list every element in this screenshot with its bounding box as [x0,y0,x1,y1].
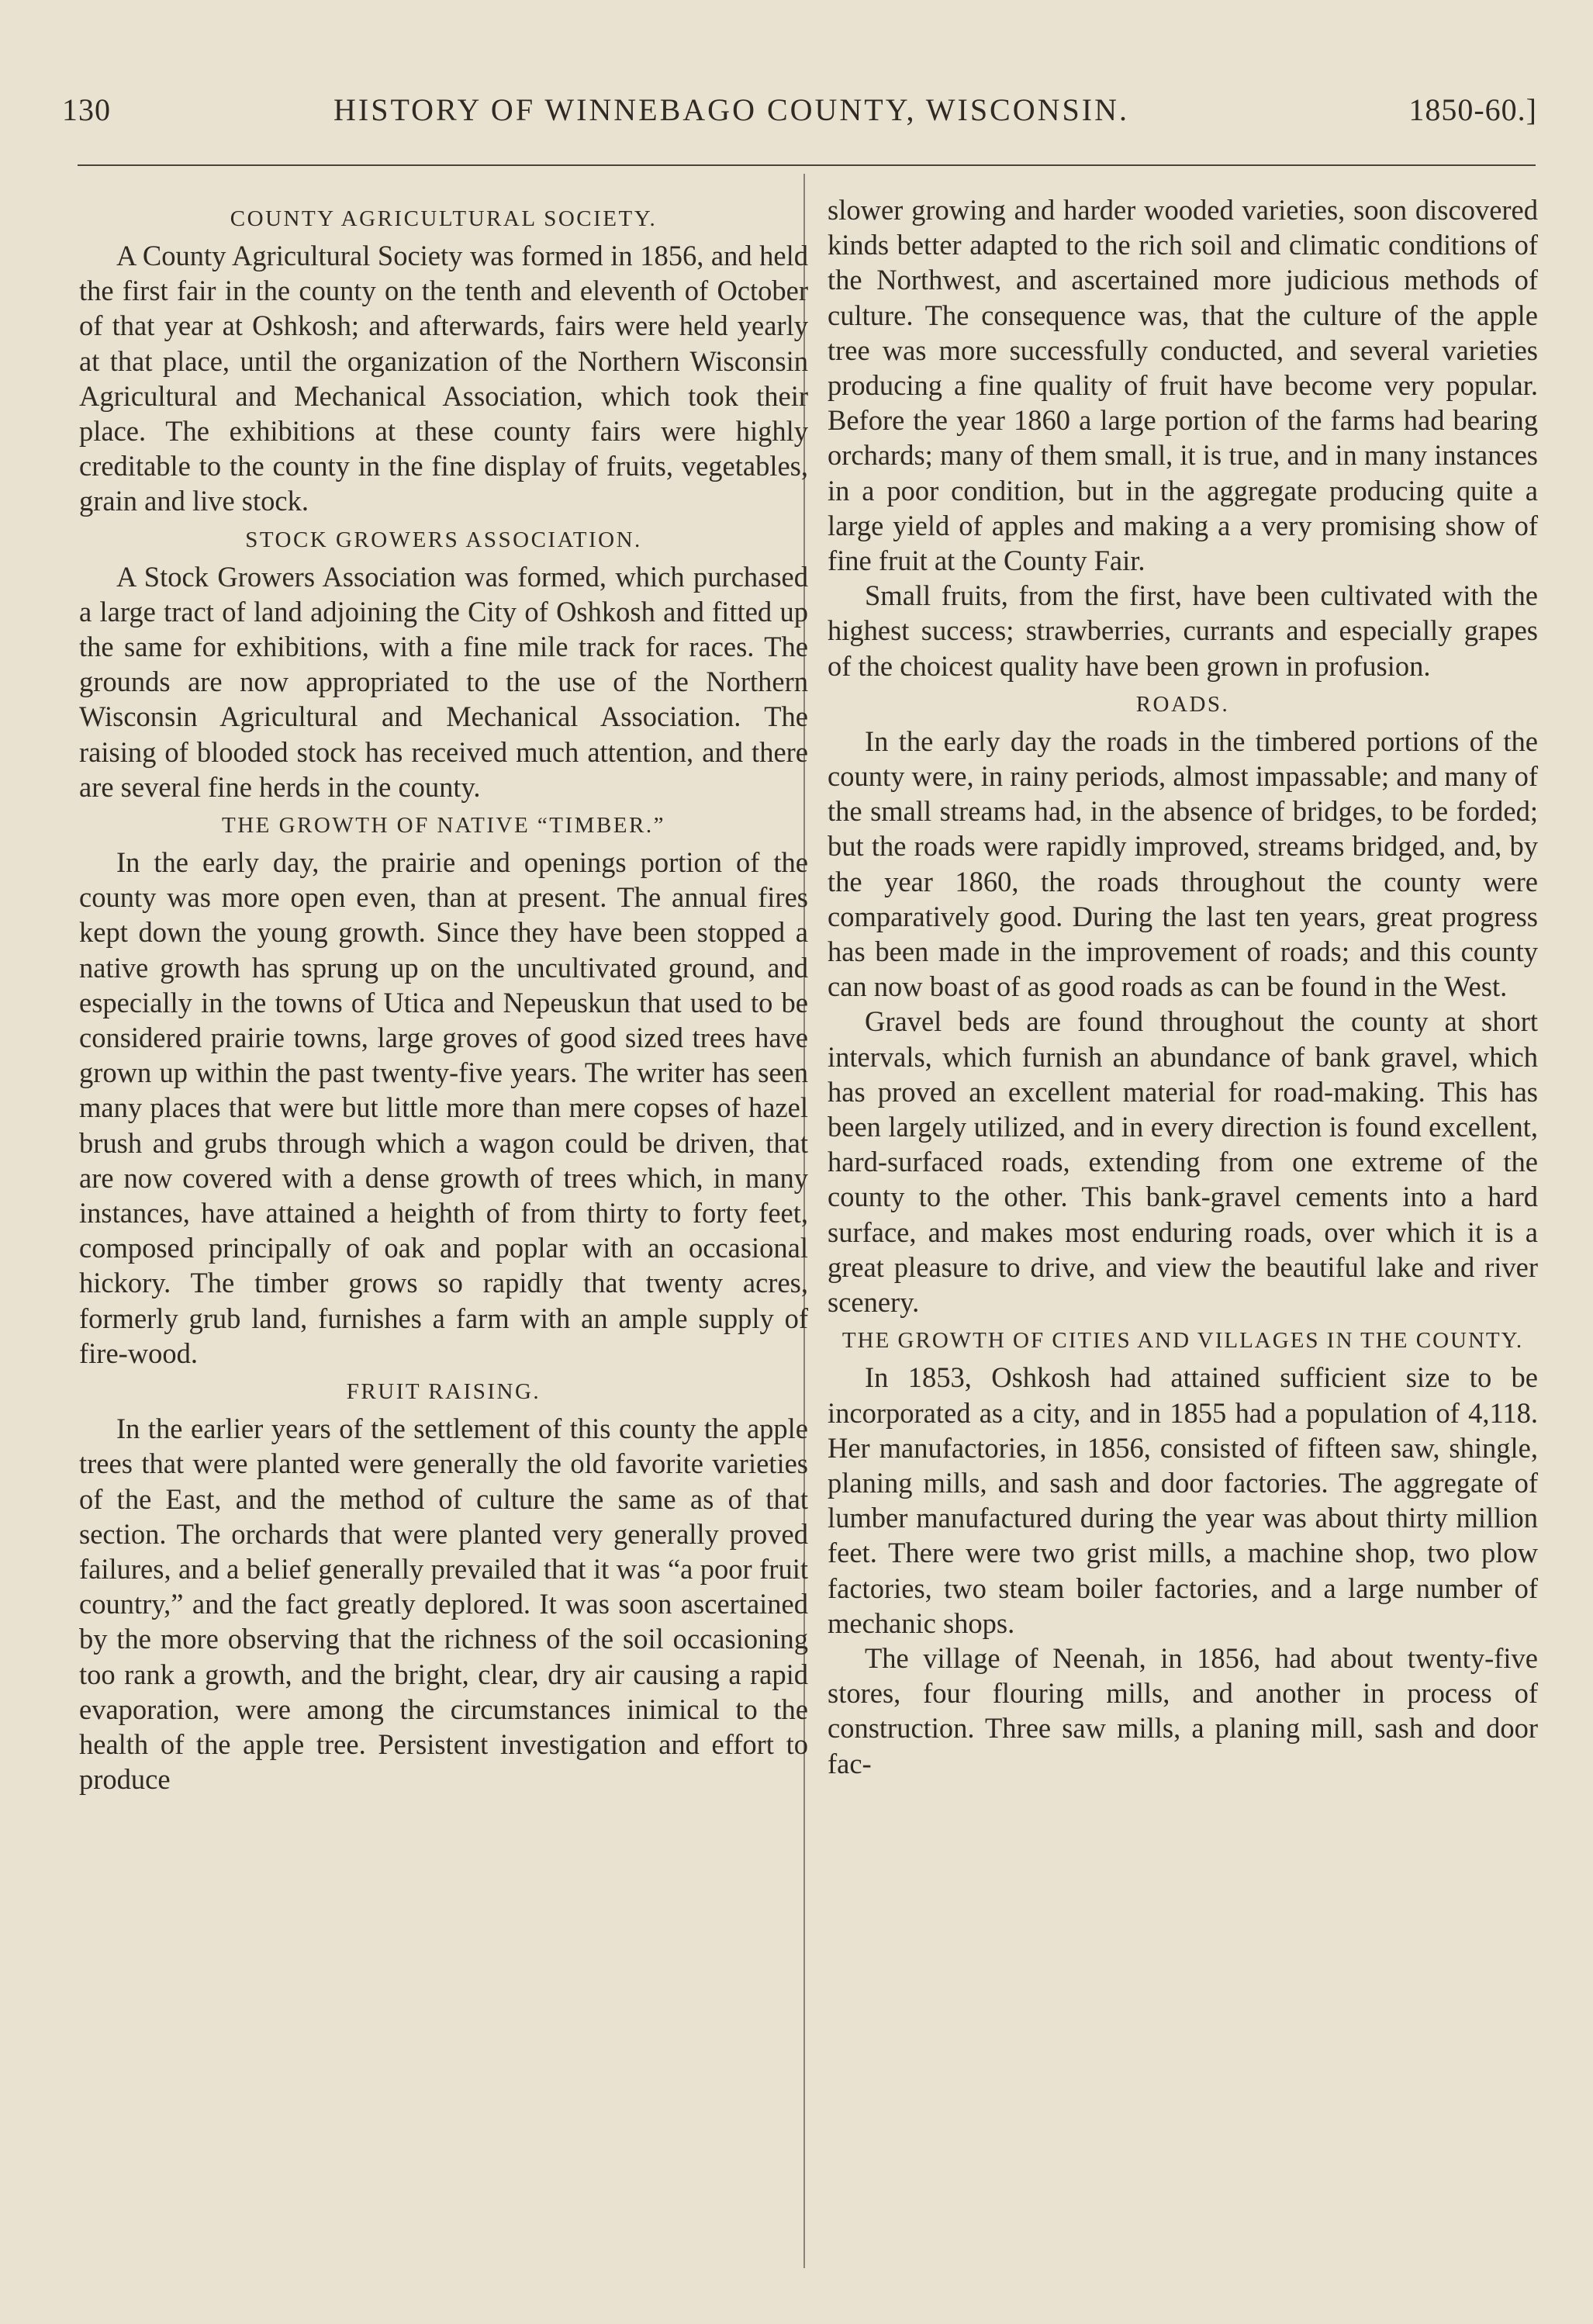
paragraph: The village of Neenah, in 1856, had about twenty-five stores, four flouring mills, and another in process of construction. Three saw mills, a planing mill, sash and door fac- [828,1641,1538,1779]
running-title: HISTORY OF WINNEBAGO COUNTY, WISCONSIN. [333,92,1129,127]
running-head [56,92,1537,138]
left-column [79,198,808,1797]
right-column [828,192,1538,1781]
paragraph: A County Agricultural Society was formed in 1856, and held the first fair in the county on the tenth and eleventh of October of that year at Oshkosh; and afterwards, fairs were held yearly at that place, until the organization of the Northern Wisconsin Agricultural and Mechanical Association, which took their place. The exhibitions at these county fairs were highly creditable to the county in the fine display of fruits, vegetables, grain and live stock. [79,240,808,517]
paragraph: A Stock Growers Association was formed, which purchased a large tract of land adjoining the City of Oshkosh and fitted up the same for exhibitions, with a fine mile track for races. The grounds are now appropriated to the use of the Northern Wisconsin Agricultural and Mechanical Association. The raising of blooded stock has received much attention, and there are several fine herds in the county. [79,560,808,803]
paragraph: In 1853, Oshkosh had attained sufficient size to be incorporated as a city, and in 1855 had a population of 4,118. Her manufactories, in 1856, consisted of fifteen saw, shingle, planing mills, and sash and door factories. The aggregate of lumber manufactured during the year was about thirty million feet. There were two grist mills, a machine shop, two plow factories, two steam boiler factories, and a large number of mechanic shops. [828,1361,1538,1639]
section-heading: FRUIT RAISING. [346,1379,541,1405]
paragraph: Gravel beds are found throughout the county at short intervals, which furnish an abundance of bank gravel, which has proved an excellent material for road-making. This has been largely utilized, and in every direction is found excellent, hard-surfaced roads, extending from one extreme of the county to the other. This bank-gravel cements into a hard surface, and makes most enduring roads, over which it is a great pleasure to drive, and view the beautiful lake and river scenery. [828,1005,1538,1319]
section-heading: STOCK GROWERS ASSOCIATION. [245,527,642,552]
section-heading: COUNTY AGRICULTURAL SOCIETY. [230,206,658,231]
paragraph-continued: slower growing and harder wooded varieties, soon discovered kinds better adapted to the rich soil and climatic conditions of the Northwest, and ascertained more judicious methods of culture. The consequence was, that the culture of the apple tree was more successfully conducted, and several varieties producing a fine quality of fruit have become very popular. Before the year 1860 a large portion of the farms had bearing orchards; many of them small, it is true, and in many instances in a poor condition, but in the aggregate producing quite a large yield of apples and making a a very promising show of fine fruit at the County Fair. [828,194,1538,577]
section-heading: ROADS. [1135,691,1230,717]
paragraph: Small fruits, from the first, have been cultivated with the highest success; strawberries, currants and especially grapes of the choicest quality have been grown in profusion. [828,579,1538,682]
section-heading: THE GROWTH OF CITIES AND VILLAGES IN THE COUNTY. [841,1328,1524,1354]
paragraph: In the early day, the prairie and openings portion of the county was more open even, than at present. The annual fires kept down the young growth. Since they have been stopped a native growth has sprung up on the uncultivated ground, and especially in the towns of Utica and Nepeuskun that used to be considered prairie towns, large groves of good sized trees have grown up within the past twenty-five years. The writer has seen many places that were but little more than mere copses of hazel brush and grubs through which a wagon could be driven, that are now covered with a dense growth of trees which, in many instances, have attained a heighth of from thirty to forty feet, composed principally of oak and poplar with an occasional hickory. The timber grows so rapidly that twenty acres, formerly grub land, furnishes a farm with an ample supply of fire-wood. [79,846,808,1369]
running-years: 1850-60.] [1408,92,1537,127]
paragraph: In the earlier years of the settlement of this county the apple trees that were planted were generally the old favorite varieties of the East, and the method of culture the same as of that section. The orchards that were planted very generally proved failures, and a belief generally prevailed that it was “a poor fruit country,” and the fact greatly deplored. It was soon ascertained by the more observing that the richness of the soil occasioning too rank a growth, and the bright, clear, dry air causing a rapid evaporation, were among the circumstances inimical to the health of the apple tree. Persistent investigation and effort to produce [79,1413,808,1796]
page-number: 130 [62,92,111,127]
paragraph: In the early day the roads in the timbered portions of the county were, in rainy periods, almost impassable; and many of the small streams had, in the absence of bridges, to be forded; but the roads were rapidly improved, streams bridged, and, by the year 1860, the roads throughout the county were comparatively good. During the last ten years, great progress has been made in the improvement of roads; and this county can now boast of as good roads as can be found in the West. [828,725,1538,1003]
header-rule [78,164,1536,166]
section-heading: THE GROWTH OF NATIVE “TIMBER.” [222,813,665,839]
